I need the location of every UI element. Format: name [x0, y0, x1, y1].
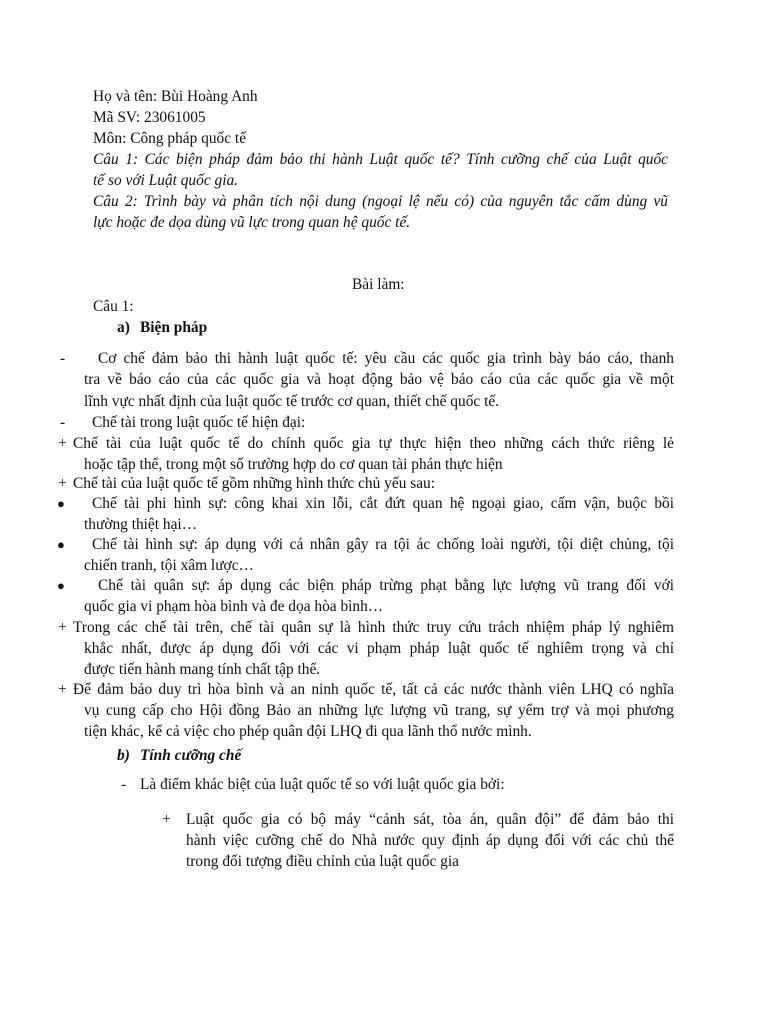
bullet-marker: ● — [57, 537, 65, 552]
plus-marker: + — [58, 619, 67, 636]
military-sanctions-line-1: Chế tài quân sự: áp dụng các biện pháp trừng phạt bằng lực lượng vũ trang đối với — [98, 577, 674, 594]
military-paragraph-line-3: được tiến hành mang tính chất tập thể. — [84, 661, 321, 678]
mechanism-paragraph-line-1: Cơ chế đảm bảo thi hành luật quốc tế: yêu cầu các quốc gia trình bày báo cáo, thanh — [98, 350, 674, 367]
sanction-forms-intro: Chế tài của luật quốc tế gồm những hình thức chủ yếu sau: — [73, 475, 436, 492]
question-1-label: Câu 1: — [93, 298, 134, 315]
question-1-line-2: tế so với Luật quốc gia. — [93, 172, 239, 189]
military-paragraph-line-1: Trong các chế tài trên, chế tài quân sự là hình thức truy cứu trách nhiệm pháp lý nghiêm — [73, 619, 674, 636]
national-law-line-3: trong đối tượng điều chỉnh của luật quốc gia — [186, 853, 459, 870]
section-b-marker: b) — [117, 747, 130, 764]
answer-heading: Bài làm: — [352, 276, 405, 293]
national-law-line-2: hành việc cưỡng chế do Nhà nước quy định áp dụng đối với các chủ thể — [186, 832, 674, 849]
plus-marker: + — [58, 681, 67, 698]
difference-intro: Là điểm khác biệt của luật quốc tế so với luật quốc gia bởi: — [140, 776, 505, 793]
question-2-line-1: Câu 2: Trình bày và phân tích nội dung (ngoại lệ nếu có) của nguyên tắc cấm dùng vũ — [93, 193, 668, 210]
un-paragraph-line-1: Để đảm bảo duy trì hòa bình và an ninh quốc tế, tất cả các nước thành viên LHQ có nghĩa — [73, 681, 674, 698]
criminal-sanctions-line-1: Chế tài hình sự: áp dụng với cá nhân gây ra tội ác chống loài người, tội diệt chủng, tội — [92, 536, 674, 553]
dash-marker: - — [60, 350, 66, 367]
sanctions-paragraph-line-1: Chế tài của luật quốc tế do chính quốc gia tự thực hiện theo những cách thức riêng lẻ — [73, 435, 674, 452]
mechanism-paragraph-line-2: tra về báo cáo của các quốc gia và hoạt động bảo vệ báo cáo của các quốc gia về một — [84, 371, 674, 388]
un-paragraph-line-2: vụ cung cấp cho Hội đồng Bảo an những lực lượng vũ trang, sự yểm trợ và mọi phương — [84, 702, 674, 719]
mechanism-paragraph-line-3: lĩnh vực nhất định của luật quốc tế trước cơ quan, thiết chế quốc tế. — [84, 393, 500, 410]
section-a-title: Biện pháp — [140, 319, 208, 336]
dash-marker: - — [60, 414, 66, 431]
un-paragraph-line-3: tiện khác, kể cả việc cho phép quân đội LHQ đi qua lãnh thổ nước mình. — [84, 723, 532, 740]
military-paragraph-line-2: khắc nhất, được áp dụng đối với các vi phạm pháp luật quốc tế nghiêm trọng và chỉ — [84, 640, 674, 657]
non-criminal-sanctions-line-1: Chế tài phi hình sự: công khai xin lỗi, cắt đứt quan hệ ngoại giao, cấm vận, buộc bồi — [92, 495, 674, 512]
plus-marker: + — [162, 811, 171, 828]
question-1-line-1: Câu 1: Các biện pháp đảm bảo thi hành Luật quốc tế? Tính cưỡng chế của Luật quốc — [93, 151, 668, 168]
bullet-marker: ● — [57, 496, 65, 511]
non-criminal-sanctions-line-2: thường thiệt hại… — [84, 516, 198, 533]
sanctions-paragraph-line-2: hoặc tập thể, trong một số trường hợp do cơ quan tài phán thực hiện — [84, 456, 503, 473]
student-id: Mã SV: 23061005 — [93, 109, 206, 126]
military-sanctions-line-2: quốc gia vi phạm hòa bình và đe dọa hòa bình… — [84, 598, 384, 615]
subject: Môn: Công pháp quốc tế — [93, 130, 247, 147]
plus-marker: + — [58, 475, 67, 492]
question-2-line-2: lực hoặc đe dọa dùng vũ lực trong quan hệ quốc tế. — [93, 214, 411, 231]
national-law-line-1: Luật quốc gia có bộ máy “cảnh sát, tòa án, quân đội” để đảm bảo thi — [186, 811, 674, 828]
plus-marker: + — [58, 435, 67, 452]
sanctions-intro: Chế tài trong luật quốc tế hiện đại: — [92, 414, 306, 431]
bullet-marker: ● — [57, 578, 65, 593]
student-name: Họ và tên: Bùi Hoàng Anh — [93, 88, 258, 105]
criminal-sanctions-line-2: chiến tranh, tội xâm lược… — [84, 557, 254, 574]
dash-marker: - — [121, 776, 127, 793]
section-b-title: Tính cưỡng chế — [140, 747, 242, 764]
section-a-marker: a) — [117, 319, 130, 336]
